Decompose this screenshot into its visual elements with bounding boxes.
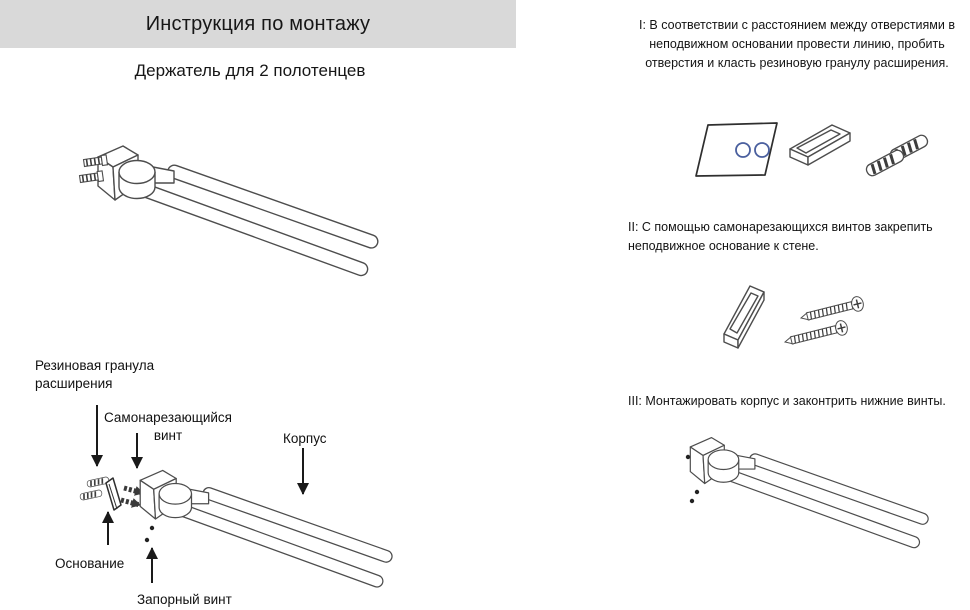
page-title: Инструкция по монтажу [145, 12, 371, 35]
self-tapping-screws-icon [783, 295, 865, 349]
callout-body: Корпус [283, 431, 327, 446]
header-bar [0, 0, 516, 48]
callout-self-tapping-screw: Самонарезающийся винт [104, 410, 232, 444]
callout-locking-screw: Запорный винт [137, 592, 232, 607]
product-subtitle: Держатель для 2 полотенцев [134, 61, 366, 80]
step-2-drawing [712, 278, 922, 378]
step-3-text: III: Монтажировать корпус и законтрить нижние винты. [628, 394, 946, 408]
callout-rubber-plug: Резиновая гранула расширения [35, 358, 155, 392]
step-2-text: II: С помощью самонарезающихся винтов закрепить неподвижное основание к стене. [628, 220, 933, 253]
step-1-text: I: В соответствии с расстоянием между отверстиями в неподвижном основании провести линию, пробить отверстия и класть резиновую гранулу расширения. [639, 18, 955, 70]
step-1-drawing [683, 106, 958, 214]
step-3-drawing [656, 424, 966, 604]
mounting-frame-icon [790, 125, 850, 165]
assembled-holder-icon [690, 438, 929, 550]
expansion-plugs-icon [865, 133, 930, 177]
callout-base: Основание [55, 556, 125, 571]
main-product-drawing [60, 130, 410, 295]
drill-template-plate-icon [696, 123, 777, 176]
mounting-frame-icon [724, 286, 764, 348]
